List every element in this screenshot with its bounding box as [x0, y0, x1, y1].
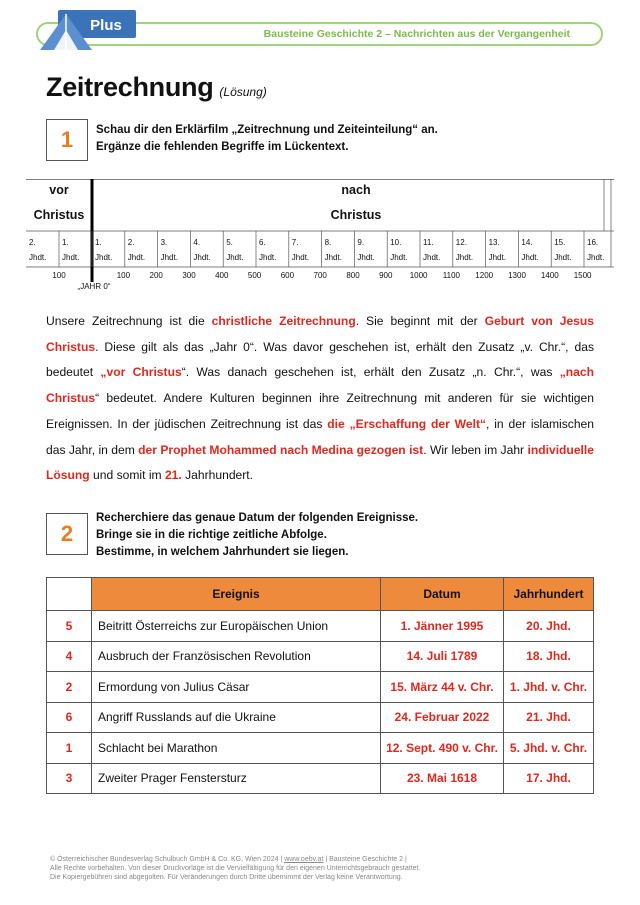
event-name: Schlacht bei Marathon — [92, 733, 381, 764]
page-title — [46, 72, 267, 103]
timeline-century-number: 1. — [62, 238, 69, 247]
event-century: 20. Jhd. — [504, 611, 594, 642]
event-date: 1. Jänner 1995 — [381, 611, 504, 642]
timeline-year-label: 100 — [52, 271, 66, 280]
answer-text: 21. — [164, 468, 182, 483]
order-number: 4 — [47, 641, 92, 672]
timeline-year-label: 200 — [149, 271, 163, 280]
timeline-century-number: 2. — [29, 238, 36, 247]
title-subtitle: (Lösung) — [219, 85, 267, 99]
answer-text: christliche Zeitrechnung — [211, 314, 356, 328]
task-2-line-1: Recherchiere das genaue Datum der folgenden Ereignisse. — [96, 512, 419, 524]
footer-link[interactable]: www.oebv.at — [284, 856, 324, 863]
timeline-century-number: 10. — [390, 238, 402, 247]
timeline-century-number: 3. — [160, 238, 168, 247]
timeline-century-unit: Jhdt. — [521, 253, 539, 262]
answer-text: „nach Christus — [46, 365, 595, 406]
timeline-year-label: 500 — [247, 271, 262, 280]
footer — [50, 855, 610, 882]
title-text: Zeitrechnung — [46, 72, 214, 102]
timeline-year-label: 1000 — [409, 271, 428, 280]
event-date: 23. Mai 1618 — [381, 763, 504, 794]
timeline-year-label: 700 — [313, 271, 327, 280]
paragraph-text: “. Was danach geschehen ist, erhält den Zusatz „n. Chr.“, was — [181, 365, 560, 380]
timeline-year-label: 1400 — [540, 271, 559, 280]
order-number: 2 — [47, 672, 92, 703]
header-date: Datum — [381, 578, 504, 611]
timeline-century-unit: Jhdt. — [127, 253, 146, 262]
timeline-century-unit: Jhdt. — [554, 253, 572, 262]
timeline-century-number: 1. — [95, 238, 102, 247]
header-century: Jahrhundert — [504, 578, 594, 611]
timeline-century-number: 5. — [226, 238, 233, 247]
timeline-year-zero: „JAHR 0“ — [77, 282, 111, 291]
event-name: Angriff Russlands auf die Ukraine — [92, 702, 381, 733]
timeline-year-label: 100 — [116, 271, 131, 280]
footer-fees: Die Kopiergebühren sind abgegolten. Für Veränderungen durch Dritte übernimmt der Verlag keine Verantwortung. — [50, 874, 403, 881]
event-century: 21. Jhd. — [504, 702, 594, 733]
task-1-instructions — [96, 122, 438, 156]
timeline-year-label: 1300 — [508, 271, 526, 280]
paragraph-text: Jahrhundert. — [181, 468, 254, 483]
timeline-century-unit: Jhdt. — [488, 253, 506, 262]
answer-text: Geburt von Jesus Christus — [46, 314, 595, 354]
paragraph-text: . Wir leben im Jahr — [423, 442, 528, 457]
series-title: Bausteine Geschichte 2 – Nachrichten aus der Vergangenheit — [263, 28, 570, 40]
timeline-century-unit: Jhdt. — [455, 253, 474, 262]
timeline-century-number: 13. — [488, 238, 500, 247]
timeline-century-unit: Jhdt. — [357, 253, 375, 262]
events-table — [46, 577, 594, 794]
timeline-century-number: 14. — [521, 238, 533, 247]
event-name: Zweiter Prager Fenstersturz — [92, 763, 381, 794]
order-number: 1 — [47, 733, 92, 764]
timeline-christus-bc: Christus — [33, 208, 85, 222]
timeline-century-unit: Jhdt. — [29, 253, 47, 262]
event-date: 12. Sept. 490 v. Chr. — [381, 733, 504, 764]
timeline-century-unit: Jhdt. — [95, 253, 113, 262]
timeline-year-label: 1200 — [475, 271, 494, 280]
timeline-christus-ad: Christus — [330, 208, 382, 222]
table-row — [47, 611, 594, 642]
timeline-century-unit: Jhdt. — [259, 253, 277, 262]
timeline-year-label: 600 — [280, 271, 295, 280]
cloze-paragraph — [46, 309, 594, 489]
order-number: 5 — [47, 611, 92, 642]
answer-text: individuelle Lösung — [46, 442, 594, 483]
task-1-line-2: Ergänze die fehlenden Begriffe im Lückentext. — [96, 141, 349, 153]
timeline-century-unit: Jhdt. — [291, 253, 310, 262]
event-name: Ermordung von Julius Cäsar — [92, 672, 381, 703]
event-century: 17. Jhd. — [504, 763, 594, 794]
timeline-century-unit: Jhdt. — [423, 253, 441, 262]
timeline-century-number: 15. — [554, 238, 566, 247]
timeline-nach: nach — [341, 183, 371, 197]
task-2-line-2: Bringe sie in die richtige zeitliche Abfolge. — [96, 529, 327, 541]
event-date: 15. März 44 v. Chr. — [381, 672, 504, 703]
footer-rights: Alle Rechte vorbehalten. Von dieser Druckvorlage ist die Vervielfältigung für den eigenen Unterrichtsgebrauch gestattet. — [50, 865, 421, 872]
event-date: 14. Juli 1789 — [381, 641, 504, 672]
event-name: Beitritt Österreichs zur Europäischen Union — [92, 611, 381, 642]
answer-text: „vor Christus — [100, 365, 182, 380]
timeline-century-unit: Jhdt. — [62, 253, 80, 262]
timeline-century-unit: Jhdt. — [390, 253, 408, 262]
task-1-number: 1 — [46, 119, 88, 161]
event-date: 24. Februar 2022 — [381, 702, 504, 733]
timeline-century-unit: Jhdt. — [324, 253, 342, 262]
timeline-year-label: 1500 — [573, 271, 592, 280]
paragraph-text: . Sie beginnt mit der — [355, 314, 485, 328]
footer-copyright: © Österreichischer Bundesverlag Schulbuch GmbH & Co. KG, Wien 2024 | — [50, 856, 285, 863]
table-row — [47, 702, 594, 733]
timeline-century-unit: Jhdt. — [226, 253, 244, 262]
timeline-year-label: 1100 — [442, 271, 461, 280]
order-number: 3 — [47, 763, 92, 794]
timeline — [26, 179, 614, 295]
timeline-century-number: 2. — [127, 238, 135, 247]
paragraph-text: Unsere Zeitrechnung ist die — [46, 314, 212, 328]
paragraph-text: . Diese gilt als das „Jahr 0“. Was davor geschehen ist, erhält den Zusatz „v. Chr.“, das bedeutet — [46, 339, 594, 380]
timeline-century-unit: Jhdt. — [193, 253, 211, 262]
timeline-century-number: 9. — [357, 238, 365, 247]
table-header-row — [47, 578, 594, 611]
plus-logo — [40, 10, 136, 50]
paragraph-text: “ bedeutet. Andere Kulturen beginnen ihre Zeitrechnung mit anderen für sie wichtigen Ereignissen. In der jüdischen Zeitrechnung ist das — [46, 391, 594, 431]
timeline-vor: vor — [49, 183, 69, 197]
timeline-century-number: 4. — [193, 238, 201, 247]
footer-series: | Bausteine Geschichte 2 | — [323, 856, 407, 863]
order-number: 6 — [47, 702, 92, 733]
task-1-line-1: Schau dir den Erklärfilm „Zeitrechnung und Zeiteinteilung“ an. — [96, 124, 438, 136]
event-century: 18. Jhd. — [504, 641, 594, 672]
header-index — [47, 578, 92, 611]
task-2-instructions — [96, 510, 418, 561]
timeline-century-number: 7. — [291, 238, 299, 247]
timeline-century-number: 16. — [587, 238, 599, 247]
timeline-century-unit: Jhdt. — [587, 253, 605, 262]
task-2-line-3: Bestimme, in welchem Jahrhundert sie liegen. — [96, 546, 349, 558]
table-row — [47, 733, 594, 764]
header-event: Ereignis — [92, 578, 381, 611]
event-century: 1. Jhd. v. Chr. — [504, 672, 594, 703]
paragraph-text: und somit im — [89, 468, 165, 483]
table-row — [47, 641, 594, 672]
timeline-year-label: 800 — [346, 271, 360, 280]
answer-text: der Prophet Mohammed nach Medina gezogen ist — [138, 442, 424, 457]
timeline-century-unit: Jhdt. — [160, 253, 178, 262]
timeline-century-number: 6. — [259, 238, 266, 247]
answer-text: die „Erschaffung der Welt“ — [327, 416, 487, 431]
task-2-number: 2 — [46, 513, 88, 555]
timeline-century-number: 12. — [455, 238, 467, 247]
logo-text: Plus — [90, 17, 122, 34]
timeline-century-number: 8. — [324, 238, 332, 247]
event-name: Ausbruch der Französischen Revolution — [92, 641, 381, 672]
timeline-year-label: 400 — [215, 271, 229, 280]
timeline-year-label: 300 — [182, 271, 196, 280]
event-century: 5. Jhd. v. Chr. — [504, 733, 594, 764]
timeline-year-label: 900 — [379, 271, 393, 280]
table-row — [47, 763, 594, 794]
paragraph-text: , in der islamischen das Jahr, in dem — [46, 416, 594, 457]
table-row — [47, 672, 594, 703]
timeline-century-number: 11. — [423, 238, 434, 247]
